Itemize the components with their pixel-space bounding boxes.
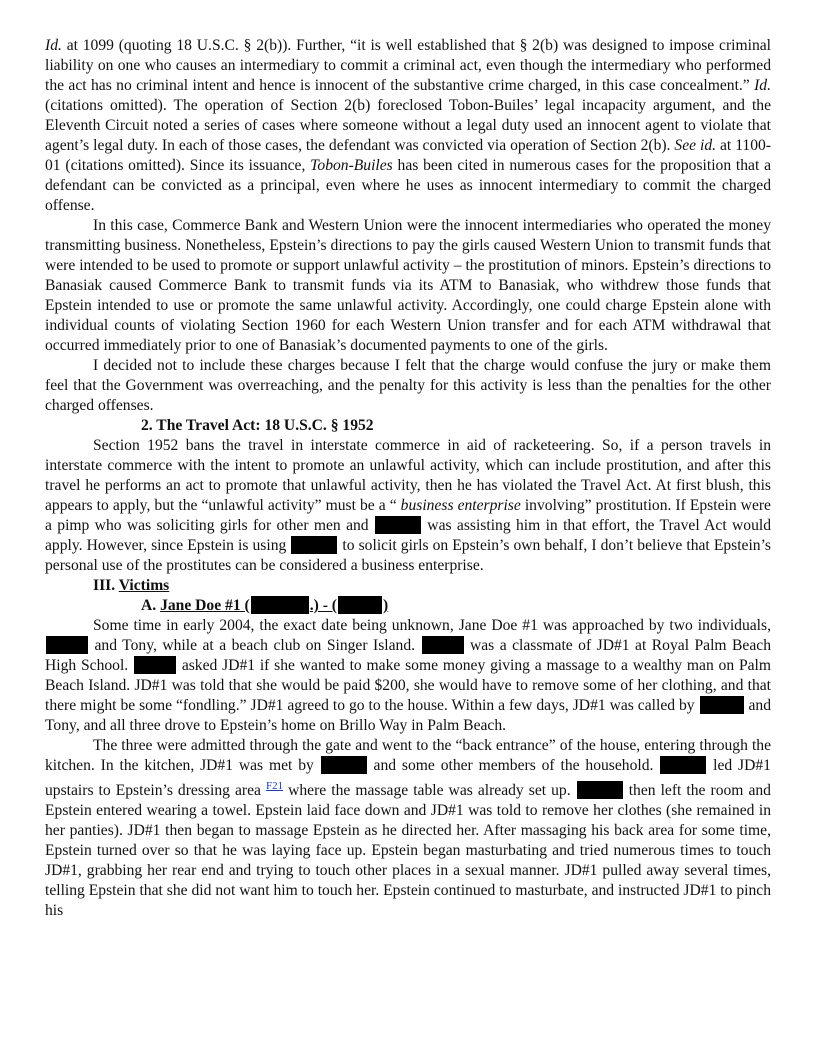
text-run: A. xyxy=(141,597,161,614)
text-run: .) - ( xyxy=(309,597,337,614)
italic-text: Id. xyxy=(45,37,62,54)
text-run: involving” prostitution. If Epstein were a pimp who was soliciting girls for other men and xyxy=(45,497,771,534)
text-run: ) xyxy=(383,597,389,614)
redaction-block xyxy=(422,636,464,654)
text-run: was a classmate of JD#1 at Royal Palm Beach High School. xyxy=(45,637,771,674)
text-run: Victims xyxy=(118,577,170,594)
text-run: (citations omitted). The operation of Section 2(b) foreclosed Tobon-Builes’ legal incapacity argument, and the Eleventh Circuit noted a series of cases where someone without a legal duty used an innocent agent to violate that agent’s legal duty. In each of those cases, the defendant was convicted via operation of Section 2(b). xyxy=(45,97,771,154)
section-heading xyxy=(45,576,771,596)
body-paragraph xyxy=(45,436,771,576)
text-run: has been cited in numerous cases for the proposition that a defendant can be convicted as a principal, even where he uses as innocent intermediary to commit the charged offense. xyxy=(45,157,771,214)
redaction-block xyxy=(660,756,706,774)
italic-text: See id. xyxy=(674,137,717,154)
text-run: led JD#1 upstairs to Epstein’s dressing area xyxy=(45,757,771,799)
section-heading xyxy=(45,596,771,616)
text-run: The three were admitted through the gate and went to the “back entrance” of the house, entering through the kitchen. In the kitchen, JD#1 was met by xyxy=(45,737,771,774)
body-paragraph xyxy=(45,356,771,416)
body-paragraph xyxy=(45,216,771,356)
redaction-block xyxy=(577,781,623,799)
body-paragraph xyxy=(45,736,771,921)
redaction-block xyxy=(375,516,421,534)
text-run: I decided not to include these charges because I felt that the charge would confuse the jury or make them feel that the Government was overreaching, and the penalty for this activity is less than the penalties for the other charged offenses. xyxy=(45,357,771,414)
text-run: and some other members of the household. xyxy=(367,757,660,774)
text-run: Some time in early 2004, the exact date being unknown, Jane Doe #1 was approached by two individuals, xyxy=(93,617,771,634)
text-run: where the massage table was already set up. xyxy=(283,782,576,799)
italic-text: business enterprise xyxy=(400,497,521,514)
redaction-block xyxy=(338,596,382,614)
text-run: III. xyxy=(93,577,119,594)
redaction-block xyxy=(251,596,309,614)
text-run: and Tony, while at a beach club on Singer Island. xyxy=(89,637,421,654)
italic-text: Tobon-Builes xyxy=(310,157,393,174)
body-paragraph xyxy=(45,36,771,216)
text-run: at 1099 (quoting 18 U.S.C. § 2(b)). Further, “it is well established that § 2(b) was designed to impose criminal liability on one who causes an intermediary to commit a criminal act, even though the intermediary who performed the act has no criminal intent and hence is innocent of the substantive crime charged, in this case concealment.” xyxy=(45,37,771,94)
text-run: to solicit girls on Epstein’s own behalf, I don’t believe that Epstein’s personal use of the prostitutes can be considered a business enterprise. xyxy=(45,537,771,574)
text-run: at 1100-01 (citations omitted). Since its issuance, xyxy=(45,137,771,174)
redaction-block xyxy=(291,536,337,554)
redaction-block xyxy=(134,656,176,674)
text-run: then left the room and Epstein entered wearing a towel. Epstein laid face down and JD#1 was told to remove her clothes (she remained in her panties). JD#1 then began to massage Epstein as he directed her. After massaging his back area for some time, Epstein turned over so that he was laying face up. Epstein began masturbating and tried numerous times to touch JD#1, grabbing her rear end and trying to touch other places in a sexual manner. JD#1 pulled away several times, telling Epstein that she did not want him to touch her. Epstein continued to masturbate, and instructed JD#1 to pinch his xyxy=(45,782,771,919)
text-run: In this case, Commerce Bank and Western Union were the innocent intermediaries who operated the money transmitting business. Nonetheless, Epstein’s directions to pay the girls caused Western Union to transmit funds that were intended to be used to promote or support unlawful activity – the prostitution of minors. Epstein’s directions to Banasiak caused Commerce Bank to transmit funds via its ATM to Banasiak, who withdrew those funds that Epstein intended to use or promote the same unlawful activity. Accordingly, one could charge Epstein alone with individual counts of violating Section 1960 for each Western Union transfer and for each ATM withdrawal that occurred immediately prior to one of Banasiak’s documented payments to one of the girls. xyxy=(45,217,771,354)
redaction-block xyxy=(46,636,88,654)
text-run: and Tony, and all three drove to Epstein’s home on Brillo Way in Palm Beach. xyxy=(45,697,771,734)
text-run: Section 1952 bans the travel in interstate commerce in aid of racketeering. So, if a person travels in interstate commerce with the intent to promote an unlawful activity, which can include prostitution, and after this travel he performs an act to promote that unlawful activity, then he has violated the Travel Act. At first blush, this appears to apply, but the “unlawful activity” must be a “ xyxy=(45,437,771,514)
body-paragraph xyxy=(45,616,771,736)
text-run: Jane Doe #1 ( xyxy=(160,597,250,614)
redaction-block xyxy=(321,756,367,774)
italic-text: Id. xyxy=(754,77,771,94)
text-run: 2. The Travel Act: 18 U.S.C. § 1952 xyxy=(141,417,374,434)
section-heading xyxy=(45,416,771,436)
redaction-block xyxy=(700,696,744,714)
footnote-link[interactable]: F21 xyxy=(265,780,284,792)
document-page xyxy=(45,36,771,921)
text-run: was assisting him in that effort, the Travel Act would apply. However, since Epstein is using xyxy=(45,517,771,554)
text-run: asked JD#1 if she wanted to make some money giving a massage to a wealthy man on Palm Beach Island. JD#1 was told that she would be paid $200, she would have to remove some of her clothing, and that there might be some “fondling.” JD#1 agreed to go to the house. Within a few days, JD#1 was called by xyxy=(45,657,771,714)
